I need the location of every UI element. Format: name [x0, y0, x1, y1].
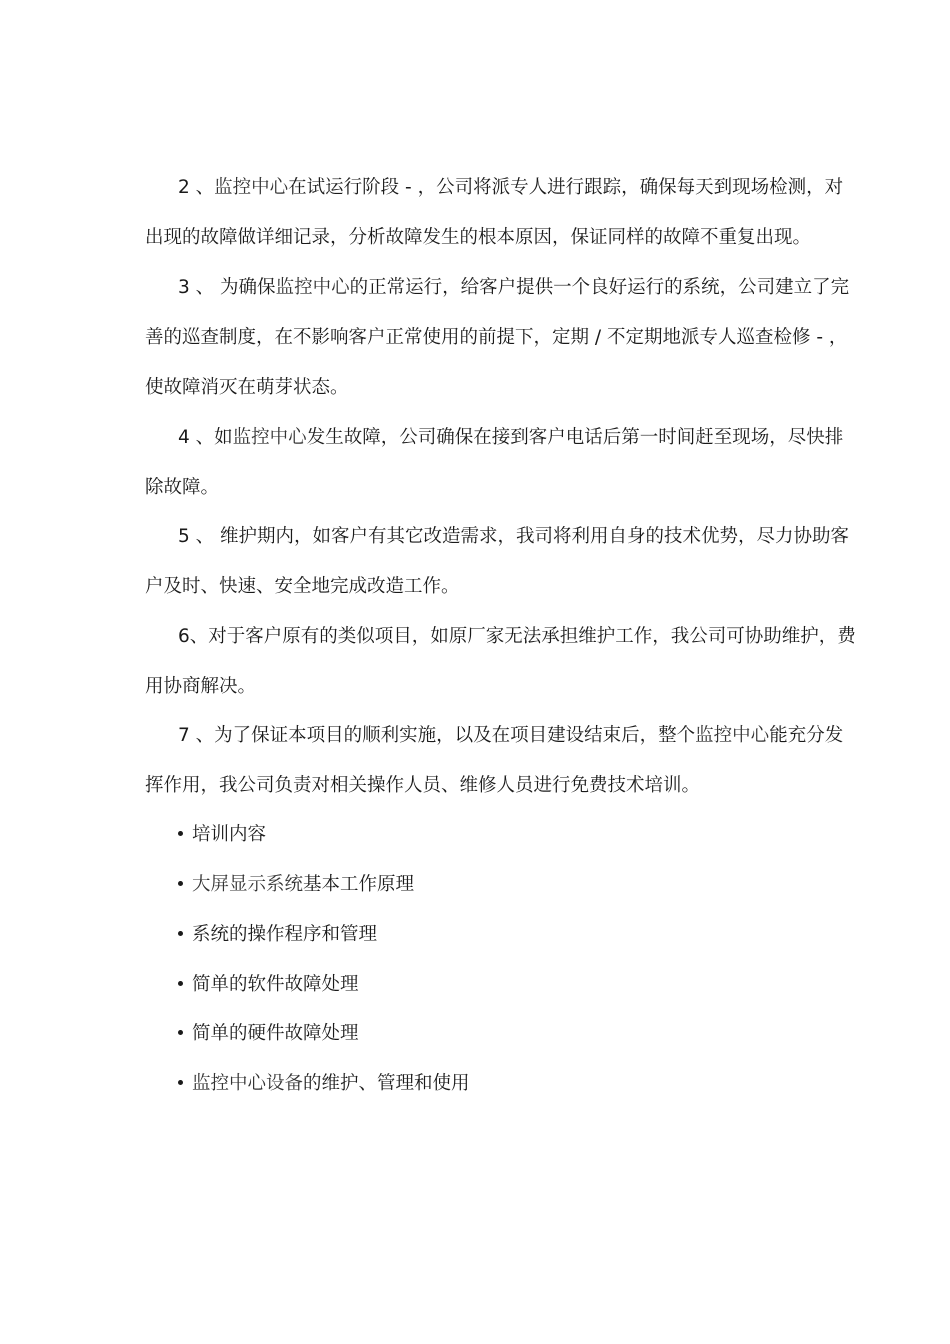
- highlight-term: 监控中心设备: [192, 1073, 304, 1094]
- paragraph-number: 3 、: [178, 277, 221, 298]
- paragraph-7: [145, 711, 857, 811]
- highlight-term: 监控中心: [214, 177, 289, 198]
- paragraph-text: 的正常运行，给客户提供一个良好运行的系统，公司建立了完善的巡查制度，在不影响客户正常使用的前提下，定期 / 不定期地派专人巡查检修 - ，使故障消灭在萌芽状态。: [145, 277, 850, 398]
- highlight-term: 大屏显示系统: [192, 874, 304, 895]
- paragraph-number: 4 、: [178, 427, 215, 448]
- highlight-term: 监控中心: [275, 277, 350, 298]
- bullet-item: [178, 910, 377, 960]
- bullet-text: 系统的操作程序和管理: [192, 924, 378, 945]
- bullet-icon: [178, 1030, 183, 1035]
- paragraph-6: [145, 612, 857, 712]
- paragraph-3: [145, 263, 857, 413]
- paragraph-number: 2 、: [178, 177, 215, 198]
- paragraph-2: [145, 163, 857, 263]
- bullet-icon: [178, 931, 183, 936]
- bullet-text: 简单的硬件故障处理: [192, 1023, 359, 1044]
- bullet-text: 基本工作原理: [303, 874, 415, 895]
- paragraph-text: 对于客户原有的类似项目，如原厂家无法承担维护工作，我公司可协助维护，费用协商解决。: [145, 626, 856, 697]
- paragraph-number: 6、: [178, 626, 209, 647]
- bullet-text: 培训内容: [192, 824, 267, 845]
- bullet-icon: [178, 831, 183, 836]
- paragraph-4: [145, 413, 857, 513]
- bullet-icon: [178, 1080, 183, 1085]
- bullet-text: 简单的软件故障处理: [192, 974, 359, 995]
- paragraph-5: [145, 512, 857, 612]
- bullet-item: [178, 960, 359, 1010]
- paragraph-text: 为确保: [220, 277, 276, 298]
- bullet-icon: [178, 981, 183, 986]
- paragraph-text: 如: [214, 427, 233, 448]
- paragraph-number: 5 、: [178, 526, 221, 547]
- highlight-term: 监控中心: [232, 427, 307, 448]
- bullet-item: [178, 810, 266, 860]
- paragraph-text: 为了保证本项目的顺利实施，以及在项目建设结束后，整个: [214, 725, 696, 746]
- paragraph-number: 7 、: [178, 725, 215, 746]
- paragraph-text: 发生故障，公司确保在接到客户电话后第一时间赶至现场，尽快排除故障。: [145, 427, 844, 498]
- bullet-icon: [178, 881, 183, 886]
- paragraph-text: 能充分发挥作用，我公司负责对相关操作人员、维修人员进行免费技术培训。: [145, 725, 844, 796]
- paragraph-text: 在试运行阶段 - ，公司将派专人进行跟踪，确保每天到现场检测，对出现的故障做详细记录，分析故障发生的根本原因，保证同样的故障不重复出现。: [145, 177, 844, 248]
- bullet-text: 的维护、管理和使用: [303, 1073, 470, 1094]
- bullet-item: [178, 1009, 359, 1059]
- paragraph-text: 维护期内，如客户有其它改造需求，我司将利用自身的技术优势，尽力协助客户及时、快速、安全地完成改造工作。: [145, 526, 850, 597]
- highlight-term: 监控中心: [695, 725, 770, 746]
- bullet-item: [178, 1059, 470, 1109]
- bullet-item: [178, 860, 414, 910]
